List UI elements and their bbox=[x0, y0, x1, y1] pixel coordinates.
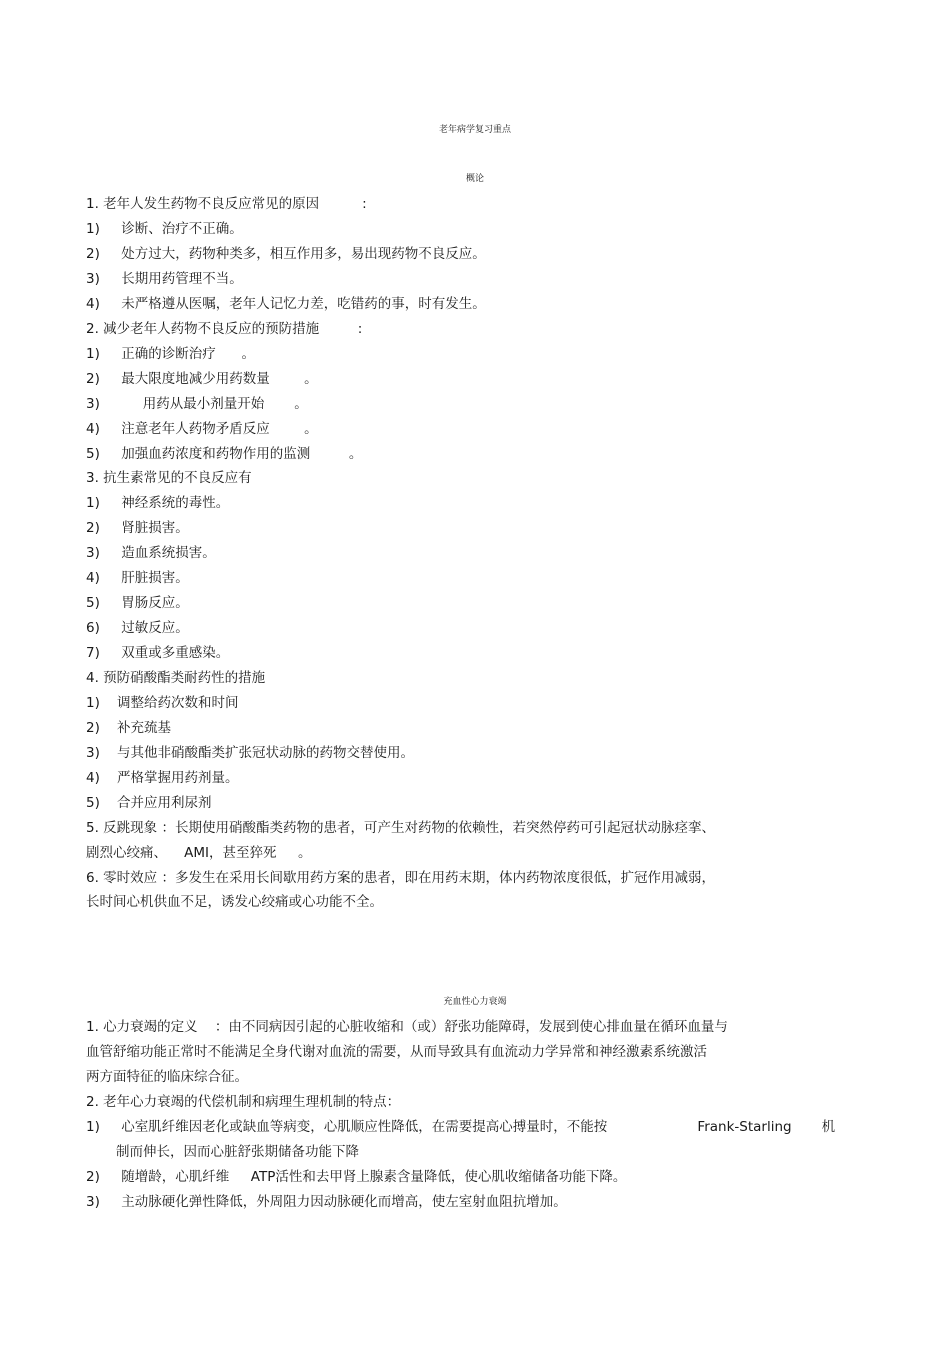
text-line: 2. 老年心力衰竭的代偿机制和病理生理机制的特点： bbox=[86, 1094, 401, 1110]
text-line: 两方面特征的临床综合征。 bbox=[86, 1069, 248, 1085]
text-line: 6) 过敏反应。 bbox=[86, 620, 189, 636]
text-line: 4) 未严格遵从医嘱，老年人记忆力差，吃错药的事，时有发生。 bbox=[86, 296, 486, 312]
text-line: 制而伸长，因而心脏舒张期储备功能下降 bbox=[86, 1144, 360, 1160]
text-line: 血管舒缩功能正常时不能满足全身代谢对血流的需要，从而导致具有血流动力学异常和神经激素系统激活 bbox=[86, 1044, 707, 1060]
text-line: 1) 神经系统的毒性。 bbox=[86, 495, 230, 511]
text-line: 2) 处方过大，药物种类多，相互作用多，易出现药物不良反应。 bbox=[86, 246, 486, 262]
text-line: 1. 心力衰竭的定义 ：由不同病因引起的心脏收缩和（或）舒张功能障碍，发展到使心排血量在循环血量与 bbox=[86, 1019, 728, 1035]
text-line: 5) 合并应用利尿剂 bbox=[86, 795, 212, 811]
text-line: 6. 零时效应 ：多发生在采用长间歇用药方案的患者，即在用药末期，体内药物浓度很低，扩冠作用减弱， bbox=[86, 870, 715, 886]
text-line: 3. 抗生素常见的不良反应有 bbox=[86, 470, 252, 486]
text-line: 1) 调整给药次数和时间 bbox=[86, 695, 239, 711]
text-line: 3) 用药从最小剂量开始 。 bbox=[86, 396, 308, 412]
text-line: 1) 心室肌纤维因老化或缺血等病变，心肌顺应性降低，在需要提高心搏量时，不能按 Frank-Starling 机 bbox=[86, 1119, 836, 1135]
text-line: 3) 主动脉硬化弹性降低，外周阻力因动脉硬化而增高，使左室射血阻抗增加。 bbox=[86, 1194, 567, 1210]
text-line: 2. 减少老年人药物不良反应的预防措施 : bbox=[86, 321, 363, 337]
section-heading-heart-failure: 充血性心力衰竭 bbox=[443, 997, 507, 1007]
text-line: 2) 补充巯基 bbox=[86, 720, 172, 736]
text-line: 7) 双重或多重感染。 bbox=[86, 645, 230, 661]
text-line: 3) 长期用药管理不当。 bbox=[86, 271, 243, 287]
text-line: 剧烈心绞痛、 AMI，甚至猝死 。 bbox=[86, 845, 312, 861]
text-line: 2) 最大限度地减少用药数量 。 bbox=[86, 371, 318, 387]
text-line: 3) 造血系统损害。 bbox=[86, 545, 216, 561]
document-title: 老年病学复习重点 bbox=[438, 125, 511, 135]
text-line: 1) 正确的诊断治疗 。 bbox=[86, 346, 256, 362]
text-line: 1. 老年人发生药物不良反应常见的原因 : bbox=[86, 196, 367, 212]
text-line: 1) 诊断、治疗不正确。 bbox=[86, 221, 243, 237]
text-line: 5. 反跳现象 ：长期使用硝酸酯类药物的患者，可产生对药物的依赖性，若突然停药可引起冠状动脉痉挛、 bbox=[86, 820, 715, 836]
text-line: 5) 加强血药浓度和药物作用的监测 。 bbox=[86, 446, 363, 462]
text-line: 4) 肝脏损害。 bbox=[86, 570, 189, 586]
text-line: 4) 严格掌握用药剂量。 bbox=[86, 770, 239, 786]
text-line: 4) 注意老年人药物矛盾反应 。 bbox=[86, 421, 318, 437]
text-line: 2) 随增龄，心肌纤维 ATP活性和去甲肾上腺素含量降低，使心肌收缩储备功能下降。 bbox=[86, 1169, 627, 1185]
section-heading-overview: 概论 bbox=[465, 174, 484, 184]
text-line: 2) 肾脏损害。 bbox=[86, 520, 189, 536]
text-line: 5) 胃肠反应。 bbox=[86, 595, 189, 611]
text-line: 4. 预防硝酸酯类耐药性的措施 bbox=[86, 670, 266, 686]
text-line: 长时间心机供血不足，诱发心绞痛或心功能不全。 bbox=[86, 894, 383, 910]
text-line: 3) 与其他非硝酸酯类扩张冠状动脉的药物交替使用。 bbox=[86, 745, 415, 761]
